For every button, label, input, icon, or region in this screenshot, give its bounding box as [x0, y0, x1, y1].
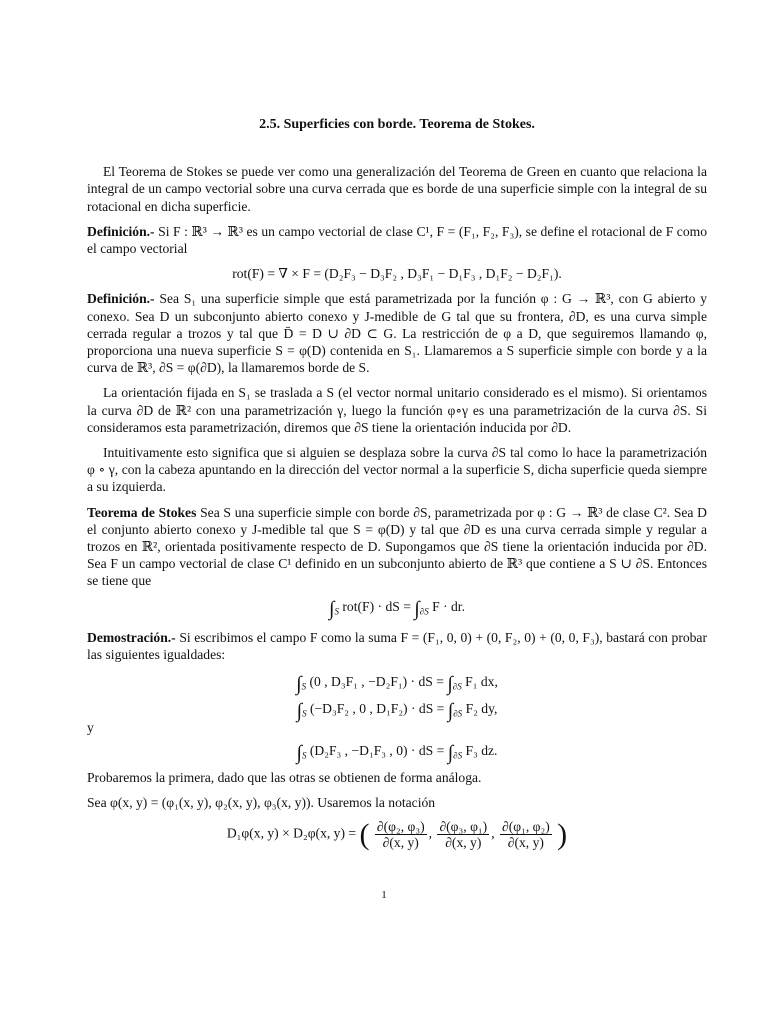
- intuitive-paragraph: Intuitivamente esto significa que si alguien se desplaza sobre la curva ∂S tal como lo hace la parametrización φ ∘ γ, con la cabeza apuntando en la dirección del vector normal a la superficie S, dicha superficie queda siempre a su izquierda.: [87, 445, 707, 495]
- rot-equation: rot(F) = ∇ × F = (D₂F₃ − D₃F₂ , D₃F₁ − D₁F₃ , D₁F₂ − D₂F₁).: [232, 266, 562, 282]
- fraction-1: [375, 819, 427, 850]
- definition-text: Si F : ℝ³ → ℝ³ es un campo vectorial de clase C¹, F = (F₁, F₂, F₃), se define el rotacional de F como el campo vectorial: [87, 223, 708, 257]
- eq3-lhs: (D₂F₃ , −D₁F₃ , 0) · dS =: [309, 743, 445, 759]
- left-paren: (: [359, 818, 370, 852]
- intro-paragraph: El Teorema de Stokes se puede ver como una generalización del Teorema de Green en cuanto que relaciona la integral de un campo vectorial sobre una curva cerrada que es borde de una superficie simple con la integral de su rotacional en dicha superficie.: [87, 164, 707, 214]
- fraction-numerator: ∂(φ₂, φ₃): [376, 819, 425, 835]
- integral-sign: ∫: [447, 673, 453, 695]
- definition-label: Definición.-: [87, 223, 155, 239]
- stokes-lhs: rot(F) · dS =: [342, 598, 411, 614]
- integral-sign: ∫: [329, 597, 335, 620]
- fraction-denominator: ∂(x, y): [445, 835, 482, 851]
- integral-sign: ∫: [447, 699, 454, 722]
- eq2-lhs: (−D₃F₂ , 0 , D₁F₂) · dS =: [309, 700, 445, 716]
- proof-equation-2: [297, 700, 498, 723]
- theorem-label: Teorema de Stokes: [87, 504, 197, 520]
- subscript-ds: ∂S: [419, 606, 429, 617]
- section-title: 2.5. Superficies con borde. Teorema de Stokes.: [259, 117, 535, 132]
- stokes-rhs: F · dr.: [432, 598, 465, 614]
- definition-text: Sea S₁ una superficie simple que está parametrizada por la función φ : G → ℝ³, con G abierto y conexo. Sea D un subconjunto abierto conexo y J-medible de G tal que su frontera, ∂D, es una curva simple cerrada regular a trozos y tal que D̄ = D ∪ ∂D ⊂ G. La restricción de φ a D, que seguiremos llamando φ, proporciona una nueva superficie S = φ(D) contenida en S₁. Llamaremos a S superficie simple con borde y a la curva de ℝ³, ∂S = φ(∂D), la llamaremos borde de S.: [87, 291, 707, 376]
- eq1-lhs: (0 , D₃F₁ , −D₂F₁) · dS =: [309, 674, 444, 689]
- page-number: 1: [381, 889, 387, 901]
- fraction-numerator: ∂(φ₁, φ₂): [501, 819, 550, 835]
- integral-sign: ∫: [296, 699, 303, 722]
- proof-text: Si escribimos el campo F como la suma F = (F₁, 0, 0) + (0, F₂, 0) + (0, 0, F₃), bastará con probar las siguientes igualdades:: [87, 629, 707, 662]
- eq1-rhs: F₁ dx,: [465, 674, 498, 689]
- subscript-s: S: [301, 681, 307, 692]
- eq2-rhs: F₂ dy,: [465, 700, 498, 716]
- notation-line: Sea φ(x, y) = (φ₁(x, y), φ₂(x, y), φ₃(x, y)). Usaremos la notación: [87, 795, 436, 811]
- definition-rot: [87, 223, 707, 257]
- integral-sign: ∫: [414, 597, 420, 620]
- subscript-ds: ∂S: [452, 681, 462, 692]
- document-body: [87, 116, 707, 858]
- fraction-2: [437, 819, 489, 850]
- theorem-text: Sea S una superficie simple con borde ∂S, parametrizada por φ : G → ℝ³ de clase C². Sea D el conjunto abierto conexo y J-medible tal que S = φ(D) y tal que ∂D es una curva cerrada simple y regular a trozos en ℝ², orientada positivamente respecto de D. Supongamos que ∂S tiene la orientación inducida por ∂D. Sea F un campo vectorial de clase C¹ definido en un subconjunto abierto de ℝ³ que contiene a S ∪ ∂S. Entonces se tiene que: [87, 504, 707, 589]
- fraction-denominator: ∂(x, y): [507, 835, 544, 851]
- definition-surface-border: [87, 290, 707, 376]
- cross-product-equation: D₁φ(x, y) × D₂φ(x, y) = ( $\frac{\text{∂(φ₂, φ₃)}}{\partial(x, y)}$ , $\frac{\text{∂(φ₃, φ₁)}}{\partial(x, y)}$ , $\frac{\text{∂(φ₁, φ₂)}}{\partial(x, y)}$ ): [226, 818, 568, 852]
- right-paren: ): [557, 818, 568, 852]
- fraction-numerator: ∂(φ₃, φ₁): [439, 819, 488, 835]
- proof-equation-3-block: [87, 740, 707, 767]
- proof-paragraph: [87, 629, 707, 663]
- fraction-3: [500, 819, 552, 850]
- cross-lhs: D₁φ(x, y) × D₂φ(x, y) =: [226, 826, 357, 841]
- proof-equations: [87, 671, 707, 725]
- orientation-paragraph: La orientación fijada en S₁ se traslada a S (el vector normal unitario considerado es el mismo). Si orientamos la curva ∂D de ℝ² con una parametrización γ, luego la función φ∘γ es una parametrización de la curva ∂S. Si consideramos esta parametrización, diremos que ∂S tiene la orientación inducida por ∂D.: [87, 385, 707, 435]
- conjunction-y: y: [87, 719, 94, 735]
- proof-equation-1: [296, 673, 498, 696]
- subscript-s: S: [334, 606, 339, 617]
- eq3-rhs: F₃ dz.: [465, 743, 498, 759]
- subscript-s: S: [302, 708, 307, 719]
- subscript-ds: ∂S: [453, 708, 463, 719]
- proof-after: Probaremos la primera, dado que las otras se obtienen de forma análoga.: [87, 769, 482, 785]
- integral-sign: ∫: [296, 742, 302, 765]
- proof-label: Demostración.-: [87, 629, 176, 645]
- integral-sign: ∫: [296, 673, 302, 695]
- proof-equation-3: [297, 742, 498, 765]
- integral-sign: ∫: [447, 742, 454, 765]
- subscript-ds: ∂S: [453, 750, 463, 761]
- fraction-denominator: ∂(x, y): [382, 835, 419, 851]
- definition-label: Definición.-: [87, 291, 155, 307]
- subscript-s: S: [302, 750, 307, 761]
- stokes-theorem: [87, 504, 707, 590]
- stokes-equation: [87, 598, 707, 621]
